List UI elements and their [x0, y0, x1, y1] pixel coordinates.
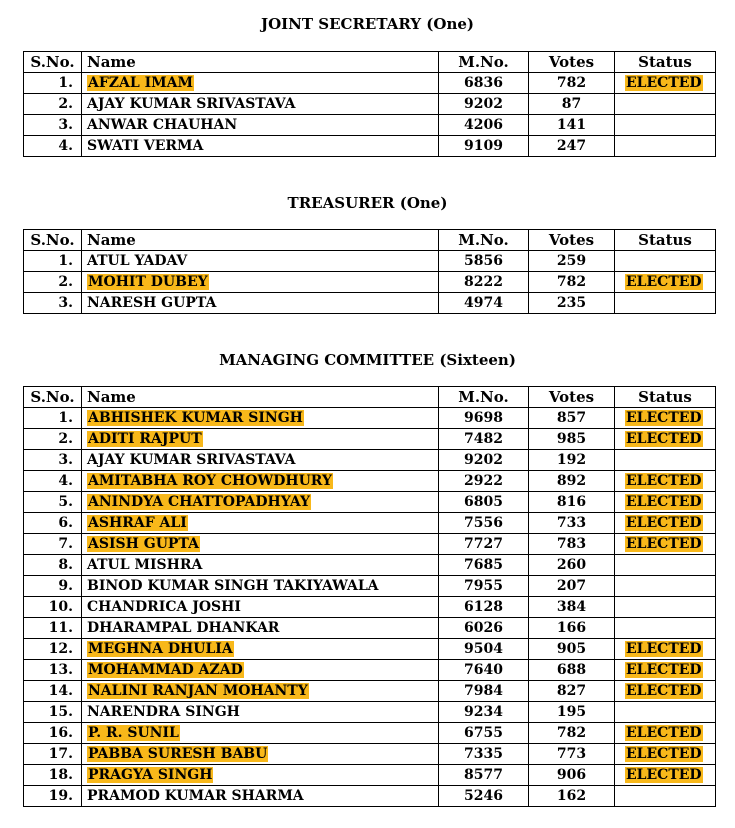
cell-sno-text: 12.: [48, 641, 73, 657]
cell-sno: [24, 408, 82, 429]
cell-votes-text: 985: [556, 431, 587, 447]
table-row: [24, 534, 716, 555]
cell-candidate-name-text: PRAMOD KUMAR SHARMA: [87, 788, 304, 804]
cell-sno: [24, 450, 82, 471]
cell-votes: [529, 576, 615, 597]
cell-member-number-text: 2922: [464, 473, 503, 489]
cell-votes-text: 260: [556, 557, 587, 573]
results-table-joint-secretary: [23, 51, 716, 157]
cell-member-number: [439, 513, 529, 534]
status-badge: ELECTED: [626, 662, 702, 678]
cell-votes-text: 827: [556, 683, 587, 699]
table-row: [24, 492, 716, 513]
cell-status: [615, 534, 716, 555]
table-row: [24, 94, 716, 115]
cell-member-number-text: 8577: [464, 767, 503, 783]
table-row: [24, 744, 716, 765]
cell-votes: [529, 136, 615, 157]
cell-member-number: [439, 450, 529, 471]
cell-status: [615, 555, 716, 576]
status-badge: ELECTED: [626, 683, 702, 699]
results-table-managing-committee: [23, 386, 716, 807]
results-table-treasurer: [23, 229, 716, 314]
table-row: [24, 555, 716, 576]
cell-sno-text: 10.: [48, 599, 73, 615]
cell-status: [615, 597, 716, 618]
cell-member-number-text: 6755: [464, 725, 503, 741]
cell-votes: [529, 681, 615, 702]
cell-member-number-text: 7335: [464, 746, 503, 762]
cell-candidate-name: [82, 639, 439, 660]
cell-member-number: [439, 115, 529, 136]
cell-candidate-name: [82, 681, 439, 702]
cell-member-number-text: 9202: [464, 452, 503, 468]
cell-sno: [24, 681, 82, 702]
table-row: [24, 660, 716, 681]
cell-candidate-name-text: BINOD KUMAR SINGH TAKIYAWALA: [87, 578, 379, 594]
cell-sno-text: 2.: [58, 96, 73, 112]
status-badge: ELECTED: [626, 515, 702, 531]
cell-sno: [24, 115, 82, 136]
cell-votes: [529, 660, 615, 681]
cell-status: [615, 765, 716, 786]
cell-member-number: [439, 597, 529, 618]
cell-candidate-name: [82, 429, 439, 450]
cell-sno-text: 3.: [58, 295, 73, 311]
cell-member-number-text: 6836: [464, 75, 503, 91]
cell-candidate-name: [82, 534, 439, 555]
cell-sno: [24, 73, 82, 94]
cell-votes: [529, 534, 615, 555]
cell-member-number-text: 7482: [464, 431, 503, 447]
header-status: Status: [615, 52, 716, 73]
cell-status: [615, 115, 716, 136]
status-badge: ELECTED: [626, 767, 702, 783]
cell-votes: [529, 94, 615, 115]
cell-member-number: [439, 681, 529, 702]
cell-status: [615, 681, 716, 702]
cell-sno-text: 4.: [58, 473, 73, 489]
header-votes: Votes: [529, 387, 615, 408]
cell-candidate-name-text: NALINI RANJAN MOHANTY: [88, 683, 308, 699]
table-row: [24, 513, 716, 534]
cell-votes: [529, 408, 615, 429]
cell-sno-text: 4.: [58, 138, 73, 154]
cell-votes-text: 162: [556, 788, 587, 804]
header-sno: S.No.: [24, 52, 82, 73]
cell-member-number: [439, 639, 529, 660]
cell-votes-text: 259: [556, 253, 587, 269]
status-badge: ELECTED: [626, 431, 702, 447]
cell-member-number: [439, 293, 529, 314]
cell-candidate-name: [82, 115, 439, 136]
cell-member-number-text: 7556: [464, 515, 503, 531]
cell-status: [615, 251, 716, 272]
cell-candidate-name: [82, 660, 439, 681]
cell-votes-text: 207: [556, 578, 587, 594]
table-row: [24, 471, 716, 492]
cell-member-number: [439, 786, 529, 807]
cell-candidate-name-text: MOHIT DUBEY: [88, 274, 208, 290]
cell-member-number: [439, 576, 529, 597]
table-row: [24, 597, 716, 618]
cell-sno: [24, 660, 82, 681]
cell-votes: [529, 293, 615, 314]
cell-sno-text: 1.: [58, 75, 73, 91]
header-name: Name: [82, 52, 439, 73]
cell-sno-text: 2.: [58, 274, 73, 290]
cell-status: [615, 429, 716, 450]
cell-candidate-name: [82, 136, 439, 157]
cell-candidate-name-text: ANWAR CHAUHAN: [87, 117, 238, 133]
cell-candidate-name-text: P. R. SUNIL: [88, 725, 179, 741]
cell-votes: [529, 115, 615, 136]
cell-candidate-name-text: ASHRAF ALI: [88, 515, 187, 531]
cell-sno-text: 13.: [48, 662, 73, 678]
cell-member-number-text: 5246: [464, 788, 503, 804]
cell-votes-text: 235: [556, 295, 587, 311]
table-header-row: [24, 387, 716, 408]
cell-candidate-name-text: AFZAL IMAM: [88, 75, 194, 91]
cell-member-number-text: 7955: [464, 578, 503, 594]
cell-votes-text: 141: [556, 117, 587, 133]
table-row: [24, 293, 716, 314]
cell-votes: [529, 73, 615, 94]
cell-member-number: [439, 471, 529, 492]
cell-candidate-name-text: MOHAMMAD AZAD: [88, 662, 243, 678]
section-title-treasurer: TREASURER (One): [287, 194, 448, 212]
cell-status: [615, 744, 716, 765]
cell-candidate-name: [82, 723, 439, 744]
cell-sno: [24, 429, 82, 450]
cell-votes-text: 782: [556, 725, 587, 741]
cell-member-number: [439, 408, 529, 429]
cell-candidate-name-text: PRAGYA SINGH: [88, 767, 213, 783]
header-status: Status: [615, 387, 716, 408]
cell-sno-text: 16.: [48, 725, 73, 741]
cell-sno: [24, 293, 82, 314]
cell-sno: [24, 765, 82, 786]
cell-candidate-name-text: ABHISHEK KUMAR SINGH: [88, 410, 303, 426]
cell-sno: [24, 534, 82, 555]
cell-candidate-name: [82, 73, 439, 94]
cell-member-number-text: 6805: [464, 494, 503, 510]
cell-member-number: [439, 429, 529, 450]
section-title-managing-committee: MANAGING COMMITTEE (Sixteen): [219, 351, 516, 369]
cell-votes: [529, 492, 615, 513]
cell-sno-text: 3.: [58, 117, 73, 133]
cell-sno-text: 1.: [58, 253, 73, 269]
cell-candidate-name-text: AJAY KUMAR SRIVASTAVA: [87, 452, 296, 468]
header-sno: S.No.: [24, 230, 82, 251]
cell-status: [615, 94, 716, 115]
cell-member-number-text: 6026: [464, 620, 503, 636]
cell-votes: [529, 744, 615, 765]
cell-sno: [24, 513, 82, 534]
cell-votes-text: 384: [556, 599, 587, 615]
cell-votes-text: 892: [556, 473, 587, 489]
table-row: [24, 136, 716, 157]
cell-status: [615, 272, 716, 293]
cell-member-number: [439, 492, 529, 513]
header-mno: M.No.: [439, 230, 529, 251]
cell-sno-text: 9.: [58, 578, 73, 594]
cell-sno-text: 18.: [48, 767, 73, 783]
cell-sno: [24, 744, 82, 765]
header-name: Name: [82, 387, 439, 408]
cell-candidate-name-text: CHANDRICA JOSHI: [87, 599, 241, 615]
cell-status: [615, 293, 716, 314]
cell-votes-text: 783: [556, 536, 587, 552]
cell-votes-text: 905: [556, 641, 587, 657]
header-sno: S.No.: [24, 387, 82, 408]
cell-member-number: [439, 136, 529, 157]
cell-member-number: [439, 251, 529, 272]
cell-votes-text: 782: [556, 274, 587, 290]
header-status: Status: [615, 230, 716, 251]
table-row: [24, 618, 716, 639]
cell-votes: [529, 597, 615, 618]
cell-candidate-name-text: DHARAMPAL DHANKAR: [87, 620, 280, 636]
table-header-row: [24, 52, 716, 73]
cell-candidate-name: [82, 272, 439, 293]
cell-candidate-name: [82, 555, 439, 576]
cell-member-number: [439, 534, 529, 555]
cell-votes-text: 857: [556, 410, 587, 426]
cell-sno: [24, 618, 82, 639]
status-badge: ELECTED: [626, 536, 702, 552]
cell-member-number-text: 5856: [464, 253, 503, 269]
cell-votes: [529, 555, 615, 576]
cell-candidate-name: [82, 618, 439, 639]
cell-votes: [529, 702, 615, 723]
cell-votes: [529, 429, 615, 450]
cell-votes-text: 782: [556, 75, 587, 91]
cell-member-number: [439, 555, 529, 576]
status-badge: ELECTED: [626, 746, 702, 762]
cell-candidate-name: [82, 744, 439, 765]
cell-candidate-name-text: NARENDRA SINGH: [87, 704, 240, 720]
cell-member-number-text: 9234: [464, 704, 503, 720]
cell-member-number-text: 4974: [464, 295, 503, 311]
cell-votes-text: 906: [556, 767, 587, 783]
cell-sno: [24, 492, 82, 513]
cell-votes-text: 816: [556, 494, 587, 510]
cell-member-number: [439, 272, 529, 293]
cell-sno: [24, 702, 82, 723]
cell-votes: [529, 786, 615, 807]
cell-votes-text: 87: [561, 96, 582, 112]
cell-candidate-name: [82, 492, 439, 513]
cell-candidate-name: [82, 513, 439, 534]
status-badge: ELECTED: [626, 725, 702, 741]
cell-sno-text: 1.: [58, 410, 73, 426]
cell-status: [615, 513, 716, 534]
cell-sno: [24, 272, 82, 293]
table-row: [24, 450, 716, 471]
cell-member-number: [439, 744, 529, 765]
table-row: [24, 723, 716, 744]
cell-votes-text: 773: [556, 746, 587, 762]
cell-sno-text: 17.: [48, 746, 73, 762]
cell-sno: [24, 576, 82, 597]
cell-candidate-name-text: SWATI VERMA: [87, 138, 204, 154]
cell-member-number-text: 7984: [464, 683, 503, 699]
cell-votes-text: 195: [556, 704, 587, 720]
cell-sno-text: 7.: [58, 536, 73, 552]
cell-member-number-text: 9109: [464, 138, 503, 154]
cell-votes-text: 192: [556, 452, 587, 468]
cell-member-number-text: 9202: [464, 96, 503, 112]
table-row: [24, 272, 716, 293]
cell-sno-text: 8.: [58, 557, 73, 573]
cell-status: [615, 136, 716, 157]
cell-candidate-name-text: NARESH GUPTA: [87, 295, 217, 311]
cell-candidate-name: [82, 786, 439, 807]
cell-status: [615, 723, 716, 744]
cell-votes: [529, 618, 615, 639]
cell-member-number-text: 7685: [464, 557, 503, 573]
cell-sno: [24, 136, 82, 157]
cell-sno-text: 14.: [48, 683, 73, 699]
status-badge: ELECTED: [626, 410, 702, 426]
cell-status: [615, 660, 716, 681]
section-title-joint-secretary: JOINT SECRETARY (One): [260, 15, 474, 33]
cell-status: [615, 702, 716, 723]
cell-sno: [24, 597, 82, 618]
cell-sno: [24, 555, 82, 576]
cell-votes: [529, 471, 615, 492]
cell-member-number: [439, 765, 529, 786]
header-mno: M.No.: [439, 52, 529, 73]
cell-candidate-name: [82, 471, 439, 492]
cell-status: [615, 576, 716, 597]
cell-candidate-name: [82, 293, 439, 314]
cell-sno: [24, 251, 82, 272]
cell-candidate-name: [82, 576, 439, 597]
cell-candidate-name: [82, 765, 439, 786]
cell-candidate-name-text: ANINDYA CHATTOPADHYAY: [88, 494, 310, 510]
cell-member-number: [439, 94, 529, 115]
table-row: [24, 786, 716, 807]
cell-candidate-name-text: AJAY KUMAR SRIVASTAVA: [87, 96, 296, 112]
cell-sno-text: 5.: [58, 494, 73, 510]
cell-sno-text: 6.: [58, 515, 73, 531]
cell-sno: [24, 639, 82, 660]
cell-candidate-name-text: ATUL YADAV: [87, 253, 188, 269]
cell-votes: [529, 723, 615, 744]
cell-votes: [529, 251, 615, 272]
cell-votes: [529, 450, 615, 471]
cell-member-number: [439, 660, 529, 681]
cell-candidate-name-text: AMITABHA ROY CHOWDHURY: [88, 473, 332, 489]
cell-candidate-name-text: ASISH GUPTA: [88, 536, 199, 552]
cell-votes-text: 733: [556, 515, 587, 531]
cell-candidate-name: [82, 597, 439, 618]
cell-votes: [529, 639, 615, 660]
cell-candidate-name: [82, 408, 439, 429]
status-badge: ELECTED: [626, 274, 702, 290]
table-row: [24, 429, 716, 450]
table-row: [24, 576, 716, 597]
cell-sno-text: 2.: [58, 431, 73, 447]
status-badge: ELECTED: [626, 641, 702, 657]
cell-member-number: [439, 702, 529, 723]
cell-member-number-text: 9698: [464, 410, 503, 426]
cell-status: [615, 639, 716, 660]
cell-member-number: [439, 618, 529, 639]
cell-sno: [24, 723, 82, 744]
cell-votes-text: 688: [556, 662, 587, 678]
header-name: Name: [82, 230, 439, 251]
status-badge: ELECTED: [626, 494, 702, 510]
table-row: [24, 73, 716, 94]
cell-member-number-text: 8222: [464, 274, 503, 290]
cell-member-number: [439, 73, 529, 94]
cell-sno: [24, 471, 82, 492]
table-row: [24, 681, 716, 702]
table-header-row: [24, 230, 716, 251]
cell-candidate-name: [82, 94, 439, 115]
cell-votes: [529, 513, 615, 534]
cell-votes: [529, 765, 615, 786]
cell-sno: [24, 786, 82, 807]
cell-sno: [24, 94, 82, 115]
cell-status: [615, 73, 716, 94]
cell-sno-text: 11.: [48, 620, 73, 636]
status-badge: ELECTED: [626, 473, 702, 489]
table-row: [24, 408, 716, 429]
table-row: [24, 639, 716, 660]
header-votes: Votes: [529, 230, 615, 251]
table-row: [24, 702, 716, 723]
cell-candidate-name: [82, 450, 439, 471]
cell-votes-text: 166: [556, 620, 587, 636]
cell-candidate-name-text: ATUL MISHRA: [87, 557, 203, 573]
cell-candidate-name-text: ADITI RAJPUT: [88, 431, 202, 447]
cell-status: [615, 618, 716, 639]
cell-status: [615, 450, 716, 471]
cell-candidate-name-text: PABBA SURESH BABU: [88, 746, 268, 762]
cell-status: [615, 786, 716, 807]
cell-sno-text: 19.: [48, 788, 73, 804]
cell-votes: [529, 272, 615, 293]
header-votes: Votes: [529, 52, 615, 73]
cell-member-number-text: 7727: [464, 536, 503, 552]
cell-status: [615, 492, 716, 513]
cell-member-number-text: 6128: [464, 599, 503, 615]
cell-member-number-text: 4206: [464, 117, 503, 133]
cell-status: [615, 408, 716, 429]
cell-status: [615, 471, 716, 492]
status-badge: ELECTED: [626, 75, 702, 91]
cell-member-number-text: 9504: [464, 641, 503, 657]
cell-candidate-name: [82, 251, 439, 272]
cell-member-number: [439, 723, 529, 744]
cell-candidate-name: [82, 702, 439, 723]
table-row: [24, 765, 716, 786]
table-row: [24, 251, 716, 272]
cell-votes-text: 247: [556, 138, 587, 154]
cell-sno-text: 15.: [48, 704, 73, 720]
cell-sno-text: 3.: [58, 452, 73, 468]
header-mno: M.No.: [439, 387, 529, 408]
cell-candidate-name-text: MEGHNA DHULIA: [88, 641, 233, 657]
table-row: [24, 115, 716, 136]
cell-member-number-text: 7640: [464, 662, 503, 678]
